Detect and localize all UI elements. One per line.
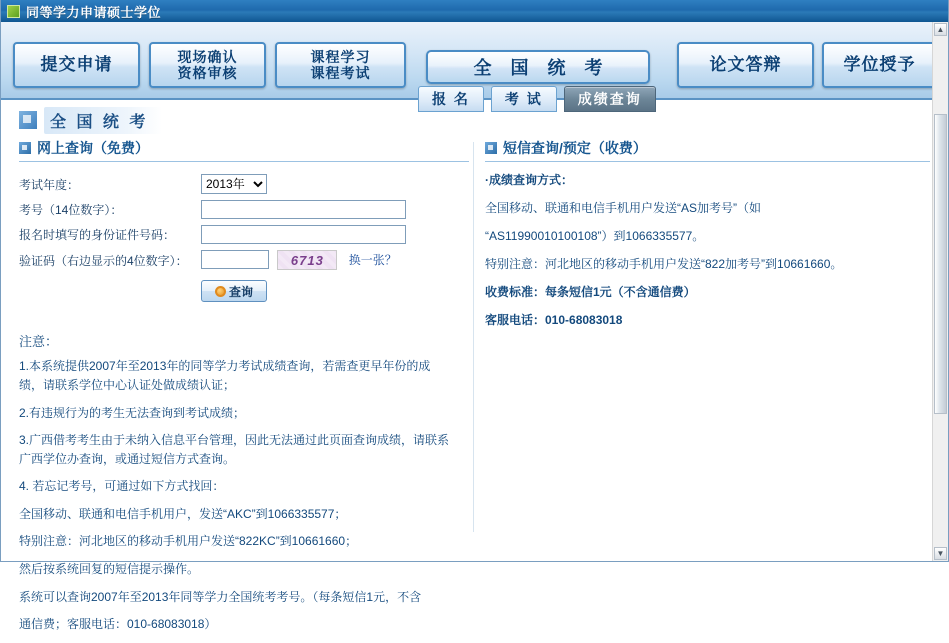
form-row-year — [19, 171, 406, 197]
nav-button-national-exam-label: 全 国 统 考 — [473, 58, 610, 78]
exam-year-select[interactable] — [201, 174, 267, 194]
sms-line: 特别注意：河北地区的移动手机用户发送“822加考号”到10661660。 — [485, 257, 843, 271]
column-divider — [473, 142, 474, 532]
nav-button-onsite-confirmation[interactable] — [149, 42, 266, 88]
form-row-submit — [19, 273, 406, 305]
captcha-label: 验证码（右边显示的4位数字）： — [19, 253, 188, 268]
notes-title: 注意： — [19, 334, 59, 350]
nav-button-degree-award-label: 学位授予 — [843, 55, 916, 75]
sms-line: 收费标准：每条短信1元（不含通信费） — [485, 285, 696, 299]
id-card-input[interactable] — [201, 225, 406, 244]
note-item: 然后按系统回复的短信提示操作。 — [19, 562, 200, 577]
online-query-heading — [19, 138, 469, 162]
sms-query-heading — [485, 138, 930, 162]
note-item: 1.本系统提供2007年至2013年的同等学力考试成绩查询，若需查更早年份的成绩，请联系学位中心认证处做成绩认证； — [19, 359, 431, 392]
nav-button-thesis-defense-label: 论文答辩 — [709, 55, 782, 75]
sms-query-body — [485, 171, 930, 329]
sms-line: 全国移动、联通和电信手机用户发送“AS加考号”（如 — [485, 201, 762, 215]
main-content — [1, 138, 948, 632]
title-bar — [1, 0, 948, 22]
sms-query-panel — [485, 138, 930, 339]
bullet-square-icon — [19, 142, 31, 154]
captcha-image: 6713 — [277, 250, 337, 270]
online-query-panel — [19, 138, 469, 643]
sms-line: “AS11990010100108”）到1066335577。 — [485, 229, 705, 243]
ticket-number-label: 考号（14位数字）： — [19, 203, 123, 217]
window-title: 同等学力申请硕士学位 — [26, 4, 162, 20]
search-icon — [215, 286, 226, 297]
national-exam-subtabs — [418, 86, 656, 112]
form-row-ticket — [19, 197, 406, 222]
note-item: 4. 若忘记考号，可通过如下方式找回： — [19, 479, 225, 494]
page-title-label: 全 国 统 考 — [44, 107, 162, 134]
note-item: 系统可以查询2007年至2013年同等学力全国统考考号。（每条短信1元，不含 — [19, 589, 422, 604]
note-item: 特别注意：河北地区的移动手机用户发送“822KC”到10661660； — [19, 534, 358, 549]
tab-score-query[interactable] — [564, 86, 656, 112]
sms-query-heading-label: 短信查询/预定（收费） — [503, 140, 647, 156]
tab-registration-label: 报 名 — [432, 91, 470, 107]
form-row-captcha — [19, 247, 406, 273]
note-item: 3.广西借考考生由于未纳入信息平台管理，因此无法通过此页面查询成绩，请联系广西学位办查询，或通过短信方式查询。 — [19, 433, 450, 466]
tab-exam-label: 考 试 — [504, 91, 543, 107]
notes-section — [19, 331, 449, 634]
section-marker-icon — [19, 111, 37, 129]
sms-line: 客服电话：010-68083018 — [485, 313, 623, 327]
bullet-square-icon — [485, 142, 497, 154]
spacer-cell — [19, 273, 201, 305]
nav-button-course-study[interactable] — [275, 42, 406, 88]
tab-exam[interactable] — [491, 86, 557, 112]
nav-button-onsite-confirmation-label1: 现场确认 — [177, 48, 238, 65]
captcha-input[interactable] — [201, 250, 269, 269]
form-row-idcard — [19, 222, 406, 247]
query-button-label: 查询 — [228, 284, 253, 299]
nav-button-submit-application[interactable] — [13, 42, 140, 88]
online-query-heading-label: 网上查询（免费） — [37, 140, 149, 156]
id-card-label: 报名时填写的身份证件号码： — [19, 228, 176, 242]
nav-button-course-study-label2: 课程考试 — [310, 65, 371, 81]
nav-button-degree-award[interactable] — [822, 42, 937, 88]
nav-button-submit-application-label: 提交申请 — [40, 55, 113, 75]
ticket-number-input[interactable] — [201, 200, 406, 219]
nav-button-national-exam[interactable] — [426, 50, 650, 84]
app-icon — [7, 5, 20, 18]
tab-registration[interactable] — [418, 86, 484, 112]
sms-line: ·成绩查询方式： — [485, 173, 573, 187]
year-label: 考试年度： — [19, 177, 80, 192]
refresh-captcha-link[interactable]: 换一张？ — [348, 252, 397, 267]
scroll-down-arrow-icon[interactable]: ▼ — [934, 547, 947, 560]
query-button[interactable] — [201, 280, 267, 302]
note-item: 全国移动、联通和电信手机用户，发送“AKC”到1066335577； — [19, 506, 347, 521]
score-query-form — [19, 171, 406, 305]
primary-navigation — [1, 22, 948, 107]
scrollbar-thumb[interactable] — [934, 114, 947, 414]
nav-button-thesis-defense[interactable] — [677, 42, 814, 88]
nav-button-course-study-label1: 课程学习 — [310, 48, 371, 65]
nav-button-onsite-confirmation-label2: 资格审核 — [177, 65, 238, 81]
scroll-up-arrow-icon[interactable]: ▲ — [934, 23, 947, 36]
note-item: 2.有违规行为的考生无法查询到考试成绩； — [19, 405, 246, 420]
vertical-scrollbar[interactable] — [932, 22, 948, 561]
note-item: 通信费；客服电话：010-68083018） — [19, 617, 217, 632]
tab-score-query-label: 成绩查询 — [577, 91, 642, 107]
